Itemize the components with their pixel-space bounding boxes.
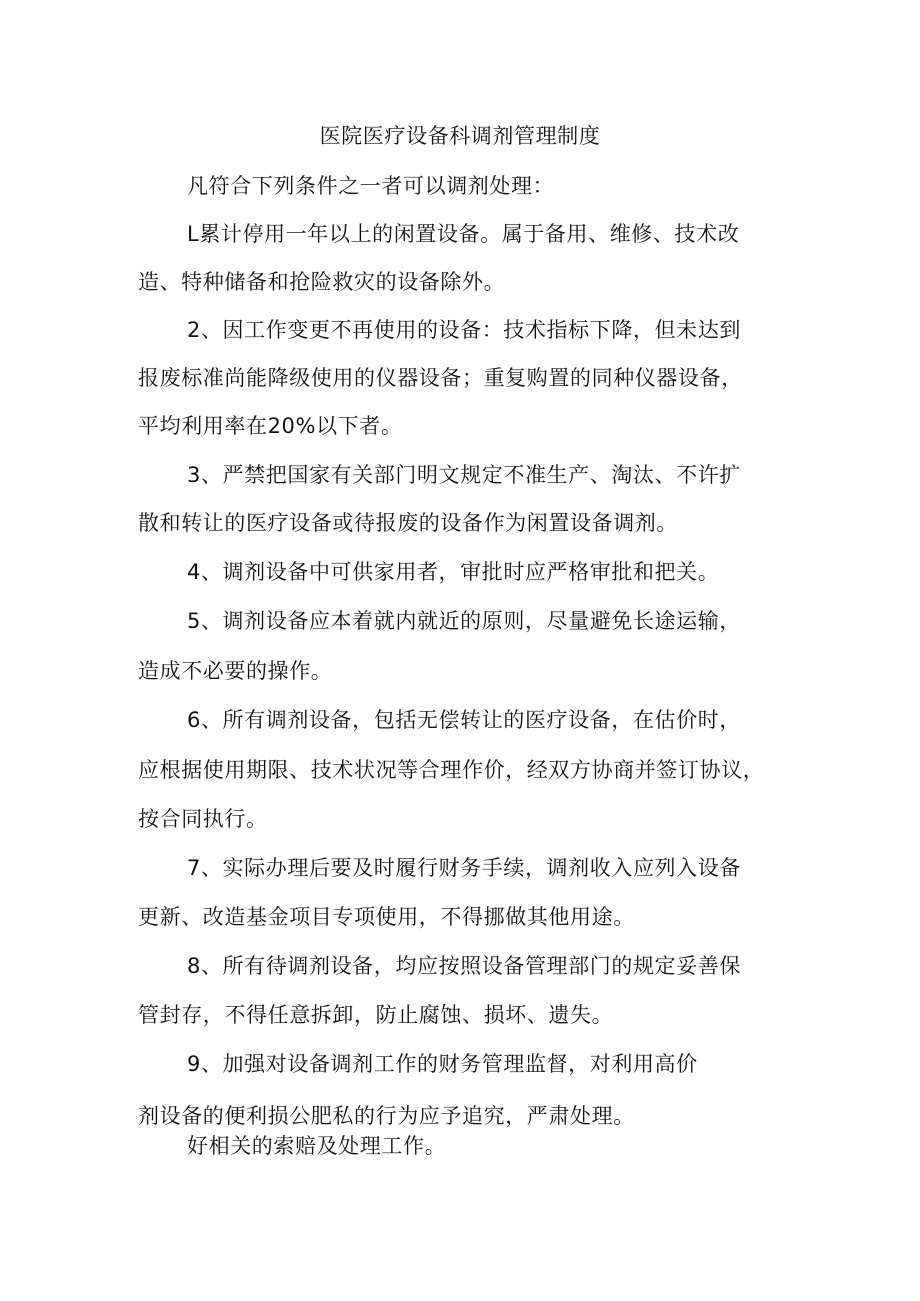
item-2-line-1: 2、因工作变更不再使用的设备：技术指标下降，但未达到 <box>187 318 741 342</box>
item-5-line-2: 造成不必要的操作。 <box>138 659 333 683</box>
item-6-line-2: 应根据使用期限、技术状况等合理作价，经双方协商并签订协议， <box>138 758 765 782</box>
document-title: 医院医疗设备科调剂管理制度 <box>319 124 601 148</box>
item-6-line-3: 按合同执行。 <box>138 807 268 831</box>
item-4-line-1: 4、调剂设备中可供家用者，审批时应严格审批和把关。 <box>187 560 720 584</box>
item-2-line-3: 平均利用率在20%以下者。 <box>138 414 403 438</box>
closing-line: 好相关的索赔及处理工作。 <box>187 1134 447 1158</box>
item-2-line-2: 报废标准尚能降级使用的仪器设备；重复购置的同种仪器设备， <box>138 366 743 390</box>
item-8-line-1: 8、所有待调剂设备，均应按照设备管理部门的规定妥善保 <box>187 954 741 978</box>
item-5-line-1: 5、调剂设备应本着就内就近的原则，尽量避免长途运输， <box>187 609 741 633</box>
item-9-line-2: 剂设备的便利损公肥私的行为应予追究，严肃处理。 <box>138 1104 635 1128</box>
item-1-line-1: L累计停用一年以上的闲置设备。属于备用、维修、技术改 <box>187 222 740 246</box>
intro-line: 凡符合下列条件之一者可以调剂处理： <box>187 174 555 198</box>
item-6-line-1: 6、所有调剂设备，包括无偿转让的医疗设备，在估价时， <box>187 708 741 732</box>
item-7-line-1: 7、实际办理后要及时履行财务手续，调剂收入应列入设备 <box>187 856 741 880</box>
item-1-line-2: 造、特种储备和抢险救灾的设备除外。 <box>138 270 506 294</box>
item-8-line-2: 管封存，不得任意拆卸，防止腐蚀、损坏、遗失。 <box>138 1003 614 1027</box>
item-3-line-1: 3、严禁把国家有关部门明文规定不准生产、淘汰、不许扩 <box>187 463 741 487</box>
item-3-line-2: 散和转让的医疗设备或待报废的设备作为闲置设备调剂。 <box>138 511 678 535</box>
item-9-line-1: 9、加强对设备调剂工作的财务管理监督，对利用高价 <box>187 1052 698 1076</box>
item-7-line-2: 更新、改造基金项目专项使用，不得挪做其他用途。 <box>138 905 635 929</box>
